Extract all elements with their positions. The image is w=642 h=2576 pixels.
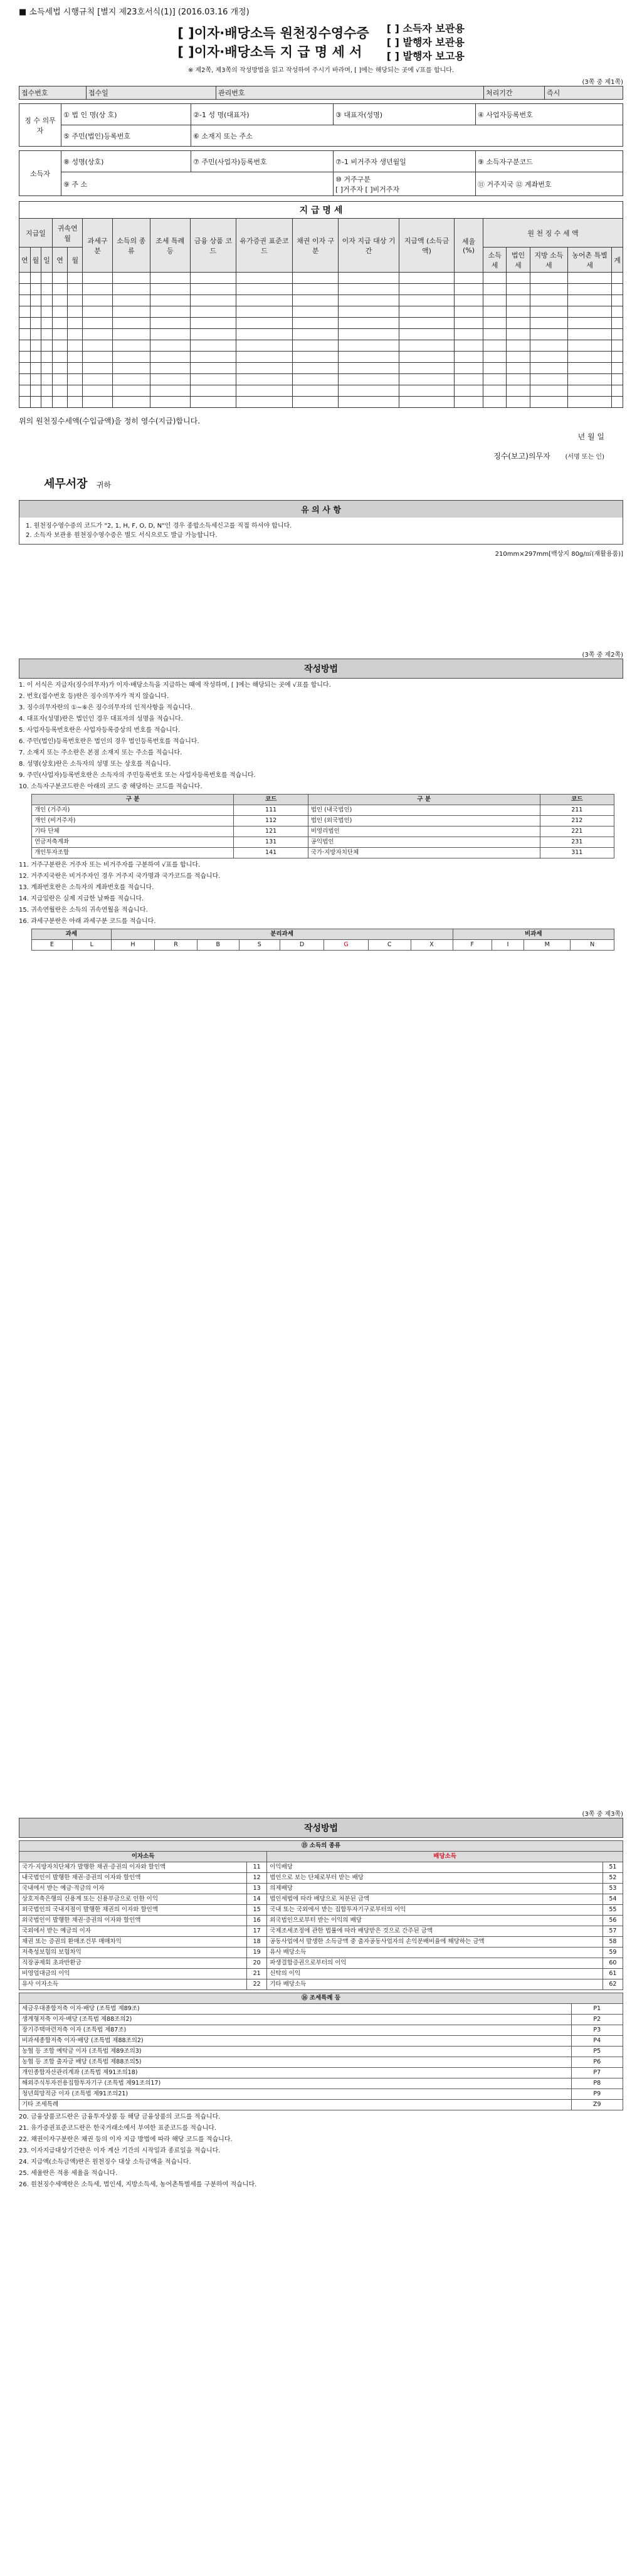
- notice-body: [19, 518, 623, 544]
- special-row: [19, 2015, 623, 2025]
- interest-item: 저축성보험의 보험차익: [19, 1948, 247, 1958]
- code-cell: 국가·지방자치단체: [308, 848, 540, 858]
- code-row: [32, 837, 614, 848]
- dividend-code: 57: [603, 1926, 623, 1937]
- field-earner-address[interactable]: ⑨ 주 소: [61, 172, 334, 196]
- tax-type-header: 분리과세: [111, 929, 453, 940]
- instructions-list: [19, 681, 623, 951]
- special-item: 해외주식투자전용집합투자기구 (조특법 제91조의17): [19, 2078, 572, 2089]
- account-label: ⑫ 계좌번호: [515, 180, 552, 189]
- instruction-paragraph: 15. 귀속연월란은 소득의 귀속연월을 적습니다.: [19, 907, 148, 914]
- dividend-item: 기타 배당소득: [267, 1979, 603, 1990]
- instruction-note: ※ 제2쪽, 제3쪽의 작성방법을 읽고 작성하여 주시기 바라며, [ ]에는 해당되는 곳에 √표를 합니다.: [187, 67, 455, 74]
- special-table: [19, 1993, 623, 2110]
- dividend-code: 61: [603, 1969, 623, 1979]
- detail-row[interactable]: [19, 318, 623, 329]
- instruction-paragraph: 16. 과세구분란은 아래 과세구분 코드를 적습니다.: [19, 918, 156, 925]
- income-kind-row: [19, 1873, 623, 1884]
- code-cell: 111: [234, 805, 308, 816]
- sub-income-tax: 소득세: [483, 248, 506, 273]
- special-item: 개인종합자산관리계좌 (조특법 제91조의18): [19, 2068, 572, 2078]
- special-item: 기타 조세특례: [19, 2100, 572, 2110]
- income-kind-row: [19, 1905, 623, 1916]
- country-label: ⑪ 거주지국: [478, 180, 514, 189]
- instruction-paragraph: 1. 이 서식은 지급자(징수의무자)가 이자·배당소득을 지급하는 때에 작성하며, [ ]에는 해당되는 곳에 √표를 합니다.: [19, 682, 331, 689]
- income-kind-title: ⑮ 소득의 종류: [19, 1841, 623, 1852]
- interest-code: 19: [247, 1948, 267, 1958]
- code-cell: 비영리법인: [308, 827, 540, 837]
- field-address[interactable]: ⑥ 소재지 또는 주소: [191, 125, 623, 147]
- interest-code: 16: [247, 1916, 267, 1926]
- code-row: [32, 827, 614, 837]
- page-1: [0, 0, 642, 645]
- receipt-table: [19, 86, 623, 100]
- detail-row[interactable]: [19, 295, 623, 306]
- processing-period-label: 처리기간: [484, 86, 545, 100]
- detail-row[interactable]: [19, 385, 623, 397]
- dividend-item: 유사 배당소득: [267, 1948, 603, 1958]
- interest-code: 14: [247, 1894, 267, 1905]
- code-cell: 법인 (내국법인): [308, 805, 540, 816]
- instruction-paragraph: 10. 소득자구분코드란은 아래의 코드 중 해당하는 코드를 적습니다.: [19, 783, 203, 790]
- notice-title: 유 의 사 항: [19, 501, 623, 518]
- sub-day: 일: [41, 248, 53, 273]
- copy-earner[interactable]: [ ] 소득자 보관용: [386, 23, 465, 34]
- payer-signature[interactable]: [0, 451, 604, 461]
- dividend-code: 53: [603, 1884, 623, 1894]
- code-cell: 기타 단체: [32, 827, 234, 837]
- instruction-paragraph: 6. 주민(법인)등록번호란은 법인의 경우 법인등록번호를 적습니다.: [19, 738, 199, 745]
- form-header: ■ 소득세법 시행규칙 [별지 제23호서식(1)] (2016.03.16 개정): [19, 8, 250, 17]
- code-header: 코드: [540, 795, 614, 805]
- code-header: 구 분: [308, 795, 540, 805]
- tax-code: M: [524, 940, 571, 951]
- special-code: P5: [571, 2047, 623, 2057]
- special-code: P6: [571, 2057, 623, 2068]
- tax-code: X: [411, 940, 453, 951]
- interest-code: 20: [247, 1958, 267, 1969]
- special-row: [19, 2089, 623, 2100]
- special-row: [19, 2100, 623, 2110]
- special-title: ⑯ 조세특례 등: [19, 1993, 623, 2004]
- instruction-paragraph: 5. 사업자등록번호란은 사업자등록증상의 번호를 적습니다.: [19, 727, 181, 734]
- income-kind-row: [19, 1926, 623, 1937]
- special-row: [19, 2025, 623, 2036]
- management-number-label: 관리번호: [216, 86, 484, 100]
- interest-code: 18: [247, 1937, 267, 1948]
- interest-item: 직장공제회 초과반환금: [19, 1958, 247, 1969]
- code-cell: 연금저축계좌: [32, 837, 234, 848]
- receipt-number-label: 접수번호: [19, 86, 87, 100]
- income-kind-row: [19, 1894, 623, 1905]
- code-row: [32, 816, 614, 827]
- tax-code: L: [72, 940, 111, 951]
- special-code: P3: [571, 2025, 623, 2036]
- tax-type-header: 비과세: [453, 929, 614, 940]
- sub-attr-month: 월: [68, 248, 83, 273]
- dividend-item: 공동사업에서 발생한 소득금액 중 출자공동사업자의 손익분배비율에 해당하는 금액: [267, 1937, 603, 1948]
- dividend-header: 배당소득: [267, 1852, 623, 1862]
- detail-row[interactable]: [19, 284, 623, 295]
- instruction-paragraph: 8. 성명(상호)란은 소득자의 성명 또는 상호를 적습니다.: [19, 761, 171, 768]
- col-pay-date: 지급일: [19, 219, 53, 248]
- instruction-paragraph: 26. 원천징수세액란은 소득세, 법인세, 지방소득세, 농어촌특별세를 구분하여 적습니다.: [19, 2181, 257, 2188]
- instruction-paragraph: 14. 지급일란은 실제 지급한 날짜를 적습니다.: [19, 895, 144, 902]
- income-kind-row: [19, 1862, 623, 1873]
- form-title: [177, 24, 369, 61]
- tax-code: N: [571, 940, 614, 951]
- code-cell: 121: [234, 827, 308, 837]
- earner-table: [19, 150, 623, 196]
- section-title: 작성방법: [19, 659, 623, 679]
- interest-code: 17: [247, 1926, 267, 1937]
- dividend-code: 52: [603, 1873, 623, 1884]
- detail-table: [19, 218, 623, 408]
- tax-code: G: [324, 940, 369, 951]
- instruction-paragraph: 7. 소재지 또는 주소란은 본점 소재지 또는 주소를 적습니다.: [19, 749, 182, 756]
- tax-code: S: [239, 940, 280, 951]
- instruction-paragraph: 2. 번호(접수번호 등)란은 징수의무자가 적지 않습니다.: [19, 693, 169, 700]
- code-cell: 공익법인: [308, 837, 540, 848]
- col-security-code: 유가증권 표준코드: [236, 219, 293, 273]
- special-rows: [19, 2004, 623, 2110]
- interest-item: 상호저축은행의 신용계 또는 신용부금으로 인한 이익: [19, 1894, 247, 1905]
- interest-code: 12: [247, 1873, 267, 1884]
- interest-item: 유사 이자소득: [19, 1979, 247, 1990]
- interest-code: 13: [247, 1884, 267, 1894]
- special-item: 장기주택마련저축 이자 (조특법 제87조): [19, 2025, 572, 2036]
- col-rate: 세율(%): [455, 219, 483, 273]
- dividend-item: 이익배당: [267, 1862, 603, 1873]
- special-item: 생계형저축 이자·배당 (조특법 제88조의2): [19, 2015, 572, 2025]
- sub-year: 연: [19, 248, 31, 273]
- special-item: 농협 등 조합 예탁금 이자 (조특법 제89조의3): [19, 2047, 572, 2057]
- earner-code-table: [31, 794, 614, 858]
- interest-item: 비영업대금의 이익: [19, 1969, 247, 1979]
- dividend-code: 55: [603, 1905, 623, 1916]
- dividend-code: 54: [603, 1894, 623, 1905]
- copy-types: [387, 22, 465, 63]
- field-earner-code[interactable]: ⑨ 소득자구분코드: [476, 151, 623, 172]
- dividend-item: 국내 또는 국외에서 받는 집합투자기구로부터의 이익: [267, 1905, 603, 1916]
- notice-box: [19, 500, 623, 545]
- interest-item: 국내에서 받는 예금·적금의 이자: [19, 1884, 247, 1894]
- income-kind-row: [19, 1916, 623, 1926]
- detail-row[interactable]: [19, 352, 623, 363]
- option-resident[interactable]: [ ]거주자: [335, 185, 363, 194]
- interest-code: 22: [247, 1979, 267, 1990]
- field-country-account[interactable]: [476, 172, 623, 196]
- special-code: P9: [571, 2089, 623, 2100]
- interest-item: 채권 또는 증권의 환매조건부 매매차익: [19, 1937, 247, 1948]
- code-cell: 211: [540, 805, 614, 816]
- interest-code: 21: [247, 1969, 267, 1979]
- special-item: 청년희망적금 이자 (조특법 제91조의21): [19, 2089, 572, 2100]
- dividend-item: 외국법인으로부터 받는 이익의 배당: [267, 1916, 603, 1926]
- tax-office-label: 세무서장: [44, 477, 88, 491]
- income-kind-table: [19, 1840, 623, 1990]
- instruction-paragraph: 20. 금융상품코드란은 금융투자상품 등 해당 금융상품의 코드를 적습니다.: [19, 2114, 221, 2120]
- special-code: P7: [571, 2068, 623, 2078]
- special-row: [19, 2068, 623, 2078]
- special-code: P8: [571, 2078, 623, 2089]
- instruction-paragraph: 23. 이자지급대상기간란은 이자 계산 기간의 시작일과 종료일을 적습니다.: [19, 2147, 221, 2154]
- col-income-kind: 소득의 종류: [112, 219, 150, 273]
- notice-item: 1. 원천징수영수증의 코드가 "2, 1, H, F, O, D, N"인 경우 종합소득세신고를 직접 하셔야 합니다.: [26, 523, 292, 529]
- dividend-code: 58: [603, 1937, 623, 1948]
- special-row: [19, 2004, 623, 2015]
- instruction-paragraph: 12. 거주지국란은 비거주자인 경우 거주지 국가명과 국가코드를 적습니다.: [19, 873, 221, 880]
- col-amount: 지급액 (소득금액): [399, 219, 454, 273]
- special-item: 비과세종합저축 이자·배당 (조특법 제88조의2): [19, 2036, 572, 2047]
- page-3: [0, 1805, 642, 2576]
- code-cell: 231: [540, 837, 614, 848]
- field-residence[interactable]: [334, 172, 476, 196]
- field-company-name[interactable]: ① 법 인 명(상 호): [61, 104, 191, 125]
- tax-code: C: [368, 940, 411, 951]
- special-item: 농협 등 조합 출자금 배당 (조특법 제88조의5): [19, 2057, 572, 2068]
- copy-report[interactable]: [ ] 발행자 보고용: [386, 50, 465, 62]
- confirm-text: 위의 원천징수세액(수입금액)을 정히 영수(지급)합니다.: [19, 417, 201, 425]
- page-marker: (3쪽 중 제3쪽): [582, 1811, 623, 1818]
- title-line-1: [ ]이자·배당소득 원천징수영수증: [177, 26, 369, 41]
- instruction-paragraph: 3. 징수의무자란의 ①~⑥은 징수의무자의 인적사항을 적습니다.: [19, 704, 193, 711]
- col-product-code: 금융 상품 코드: [190, 219, 236, 273]
- col-withholding: 원 천 징 수 세 액: [483, 219, 623, 248]
- interest-item: 외국법인의 국내지점이 발행한 채권의 이자와 할인액: [19, 1905, 247, 1916]
- interest-code: 15: [247, 1905, 267, 1916]
- detail-row[interactable]: [19, 306, 623, 318]
- dividend-code: 51: [603, 1862, 623, 1873]
- instruction-paragraph: 21. 유가증권표준코드란은 한국거래소에서 부여한 표준코드를 적습니다.: [19, 2125, 217, 2132]
- special-row: [19, 2057, 623, 2068]
- tax-code: E: [32, 940, 73, 951]
- interest-item: 국외에서 받는 예금의 이자: [19, 1926, 247, 1937]
- col-attribution: 귀속연월: [52, 219, 82, 248]
- col-special: 조세 특례 등: [150, 219, 190, 273]
- detail-row[interactable]: [19, 397, 623, 408]
- code-cell: 개인 (비거주자): [32, 816, 234, 827]
- tax-code: D: [280, 940, 324, 951]
- tax-code: B: [197, 940, 239, 951]
- page-marker: (3쪽 중 제1쪽): [582, 79, 623, 86]
- tax-code: F: [453, 940, 492, 951]
- dividend-item: 의제배당: [267, 1884, 603, 1894]
- instruction-paragraph: 13. 계좌번호란은 소득자의 계좌번호를 적습니다.: [19, 884, 154, 891]
- tax-office: [44, 475, 642, 491]
- code-cell: 개인 (거주자): [32, 805, 234, 816]
- income-kind-section: [19, 1840, 623, 2189]
- instruction-paragraph: 24. 지급액(소득금액)란은 원천징수 대상 소득금액을 적습니다.: [19, 2159, 191, 2166]
- code-row: [32, 848, 614, 858]
- instruction-paragraph: 22. 채권이자구분란은 채권 등의 이자 지급 방법에 따라 해당 코드를 적습니다.: [19, 2136, 233, 2143]
- col-bond-interest: 채권 이자 구분: [292, 219, 338, 273]
- dividend-item: 신탁의 이익: [267, 1969, 603, 1979]
- tax-type-table: [31, 929, 614, 951]
- code-cell: 131: [234, 837, 308, 848]
- detail-row[interactable]: [19, 273, 623, 284]
- code-cell: 212: [540, 816, 614, 827]
- code-cell: 112: [234, 816, 308, 827]
- dividend-item: 법인세법에 따라 배당으로 처분된 금액: [267, 1894, 603, 1905]
- field-representative[interactable]: ②-1 성 명(대표자): [191, 104, 334, 125]
- copy-issuer[interactable]: [ ] 발행자 보관용: [386, 36, 465, 48]
- income-kind-row: [19, 1948, 623, 1958]
- withholder-table: [19, 103, 623, 147]
- interest-item: 국가·지방자치단체가 발행한 채권·증권의 이자와 할인액: [19, 1862, 247, 1873]
- field-business-number[interactable]: ④ 사업자등록번호: [476, 104, 623, 125]
- sub-total: 계: [612, 248, 623, 273]
- detail-row[interactable]: [19, 329, 623, 340]
- special-code: P1: [571, 2004, 623, 2015]
- field-nonresident-birth[interactable]: ⑦-1 비거주자 생년월일: [334, 151, 476, 172]
- income-kind-row: [19, 1937, 623, 1948]
- income-kind-row: [19, 1979, 623, 1990]
- instruction-paragraph: 9. 주민(사업자)등록번호란은 소득자의 주민등록번호 또는 사업자등록번호를 적습니다.: [19, 772, 256, 779]
- income-kind-row: [19, 1884, 623, 1894]
- special-row: [19, 2078, 623, 2089]
- detail-row[interactable]: [19, 374, 623, 385]
- code-cell: 개인투자조합: [32, 848, 234, 858]
- special-row: [19, 2036, 623, 2047]
- sub-local-tax: 지방 소득세: [530, 248, 567, 273]
- confirm-date[interactable]: 년 월 일: [577, 432, 604, 441]
- dividend-code: 56: [603, 1916, 623, 1926]
- residence-label: ⑩ 거주구분: [335, 175, 371, 184]
- earner-label: 소득자: [19, 151, 61, 196]
- code-cell: 221: [540, 827, 614, 837]
- option-nonresident[interactable]: [ ]비거주자: [365, 185, 400, 194]
- sub-corp-tax: 법인세: [507, 248, 530, 273]
- instruction-paragraph: 11. 거주구분란은 거주자 또는 비거주자를 구분하여 √표를 합니다.: [19, 862, 201, 868]
- interest-header: 이자소득: [19, 1852, 267, 1862]
- interest-item: 내국법인이 발행한 채권·증권의 이자와 할인액: [19, 1873, 247, 1884]
- detail-row[interactable]: [19, 363, 623, 374]
- field-earner-id[interactable]: ⑦ 주민(사업자)등록번호: [191, 151, 334, 172]
- interest-item: 외국법인이 발행한 채권·증권의 이자와 할인액: [19, 1916, 247, 1926]
- dividend-item: 국제조세조정에 관한 법률에 따라 배당받은 것으로 간주된 금액: [267, 1926, 603, 1937]
- page-2: [0, 645, 642, 1491]
- dividend-code: 62: [603, 1979, 623, 1990]
- income-kind-rows: [19, 1862, 623, 1990]
- col-interest-period: 이자 지급 대상 기간: [339, 219, 399, 273]
- income-kind-row: [19, 1969, 623, 1979]
- dividend-code: 60: [603, 1958, 623, 1969]
- instruction-paragraph: 4. 대표자(성명)란은 법인인 경우 대표자의 성명을 적습니다.: [19, 716, 183, 722]
- instruction-paragraph: 25. 세율란은 적용 세율을 적습니다.: [19, 2170, 118, 2177]
- code-header: 구 분: [32, 795, 234, 805]
- tax-code: R: [155, 940, 197, 951]
- code-cell: 311: [540, 848, 614, 858]
- paper-size: 210mm×297mm[백상지 80g/㎡(재활용품)]: [495, 551, 623, 558]
- code-header: 코드: [234, 795, 308, 805]
- field-registration-number[interactable]: ⑤ 주민(법인)등록번호: [61, 125, 191, 147]
- title-row: [0, 22, 642, 63]
- income-kind-row: [19, 1958, 623, 1969]
- interest-code: 11: [247, 1862, 267, 1873]
- payer-label: 징수(보고)의무자: [493, 452, 550, 461]
- title-line-2: [ ]이자·배당소득 지 급 명 세 서: [177, 44, 362, 60]
- tax-type-header: 과세: [32, 929, 112, 940]
- tax-office-suffix: 귀하: [96, 481, 112, 489]
- withholder-label: 징 수 의무자: [19, 104, 61, 147]
- processing-period-value: 즉시: [545, 86, 623, 100]
- special-item: 세금우대종합저축 이자·배당 (조특법 제89조): [19, 2004, 572, 2015]
- code-cell: 141: [234, 848, 308, 858]
- tax-code: H: [111, 940, 155, 951]
- code-cell: 법인 (외국법인): [308, 816, 540, 827]
- col-tax-type: 과세구분: [83, 219, 112, 273]
- code-row: [32, 805, 614, 816]
- dividend-item: 파생결합증권으로부터의 이익: [267, 1958, 603, 1969]
- special-code: P4: [571, 2036, 623, 2047]
- tax-type-codes: [32, 940, 614, 951]
- special-code: P2: [571, 2015, 623, 2025]
- sub-month: 월: [30, 248, 41, 273]
- detail-row[interactable]: [19, 340, 623, 352]
- dividend-code: 59: [603, 1948, 623, 1958]
- sub-attr-year: 연: [52, 248, 67, 273]
- special-row: [19, 2047, 623, 2057]
- field-ceo-name[interactable]: ③ 대표자(성명): [334, 104, 476, 125]
- receipt-date-label: 접수일: [87, 86, 216, 100]
- tax-code: I: [492, 940, 524, 951]
- section-title: 작성방법: [19, 1818, 623, 1838]
- field-earner-name[interactable]: ⑧ 성명(상호): [61, 151, 191, 172]
- sub-rural-tax: 농어촌 특별세: [568, 248, 612, 273]
- detail-title: 지 급 명 세: [19, 201, 623, 218]
- special-code: Z9: [571, 2100, 623, 2110]
- dividend-item: 법인으로 보는 단체로부터 받는 배당: [267, 1873, 603, 1884]
- notice-item: 2. 소득자 보관용 원천징수영수증은 별도 서식으로도 발급 가능합니다.: [26, 532, 218, 539]
- sign-mark: (서명 또는 인): [565, 454, 604, 461]
- page-marker: (3쪽 중 제2쪽): [582, 652, 623, 659]
